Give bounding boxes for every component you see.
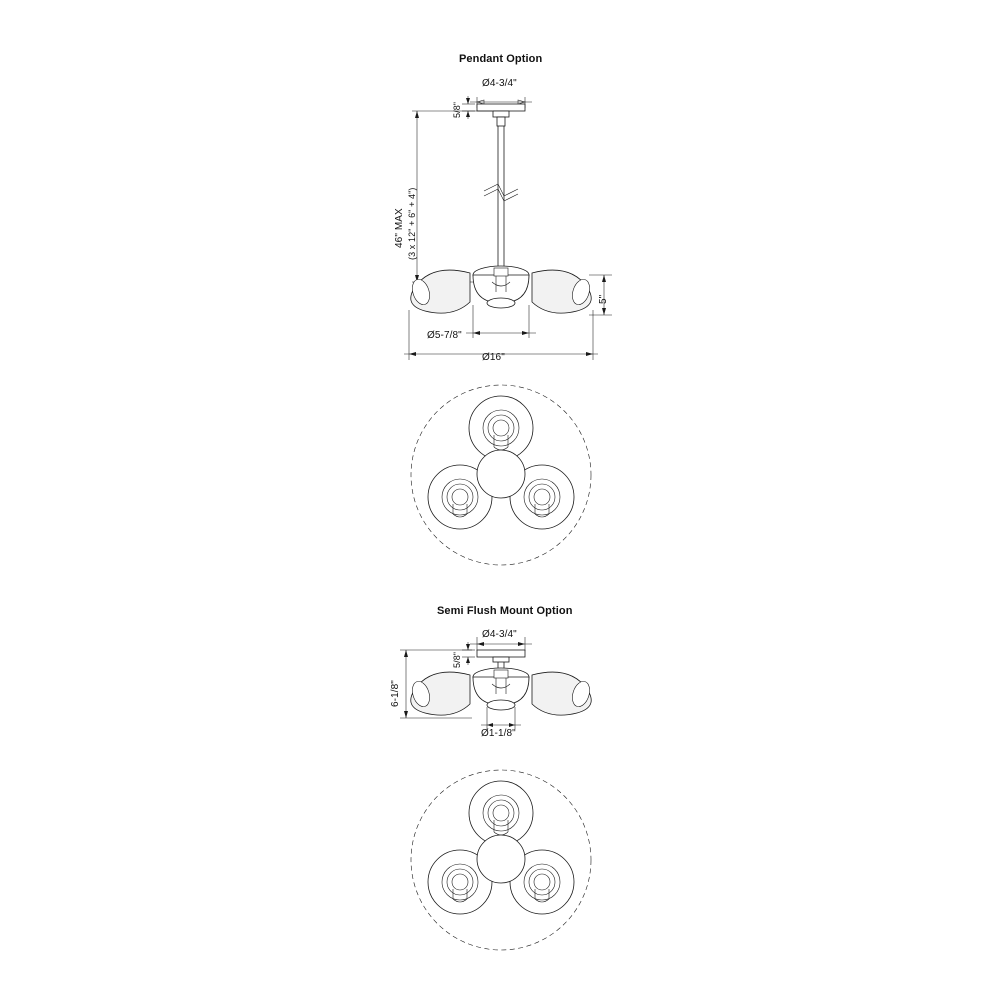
dim-canopy-height-pendant: [462, 96, 475, 119]
shade-left-flush: [409, 672, 470, 715]
shade-right-flush: [532, 672, 593, 715]
pendant-plan-view: [0, 375, 1000, 605]
semi-flush-option-title: Semi Flush Mount Option: [437, 605, 573, 617]
dim-label-shade-height-pendant: 5": [598, 294, 609, 304]
dim-label-stem-breakdown-pendant: (3 x 12" + 6" + 4"): [407, 187, 417, 260]
semi-flush-plan-view: [0, 760, 1000, 990]
plan-center-hub-pendant: [477, 450, 525, 498]
dim-label-overall-diameter-pendant: Ø16": [482, 352, 505, 363]
dim-label-canopy-diameter-pendant: Ø4-3/4": [482, 78, 517, 89]
dim-label-canopy-diameter-flush: Ø4-3/4": [482, 629, 517, 640]
dim-label-overall-drop-pendant: 46" MAX: [394, 208, 405, 248]
plan-center-hub-flush: [477, 835, 525, 883]
dim-label-stem-diameter-flush: Ø1-1/8": [481, 728, 516, 739]
dim-body-diameter-pendant: [466, 305, 536, 338]
dim-label-canopy-height-pendant: 5/8": [452, 101, 462, 118]
dim-overall-drop-pendant: [412, 111, 492, 282]
dim-label-canopy-height-flush: 5/8": [452, 651, 462, 668]
shade-right-pendant: [532, 270, 593, 313]
dim-canopy-height-flush: [462, 642, 475, 665]
dim-label-overall-height-flush: 6-1/8": [390, 680, 401, 707]
pendant-option-title: Pendant Option: [459, 53, 543, 65]
dim-label-body-diameter-pendant: Ø5-7/8": [427, 330, 462, 341]
